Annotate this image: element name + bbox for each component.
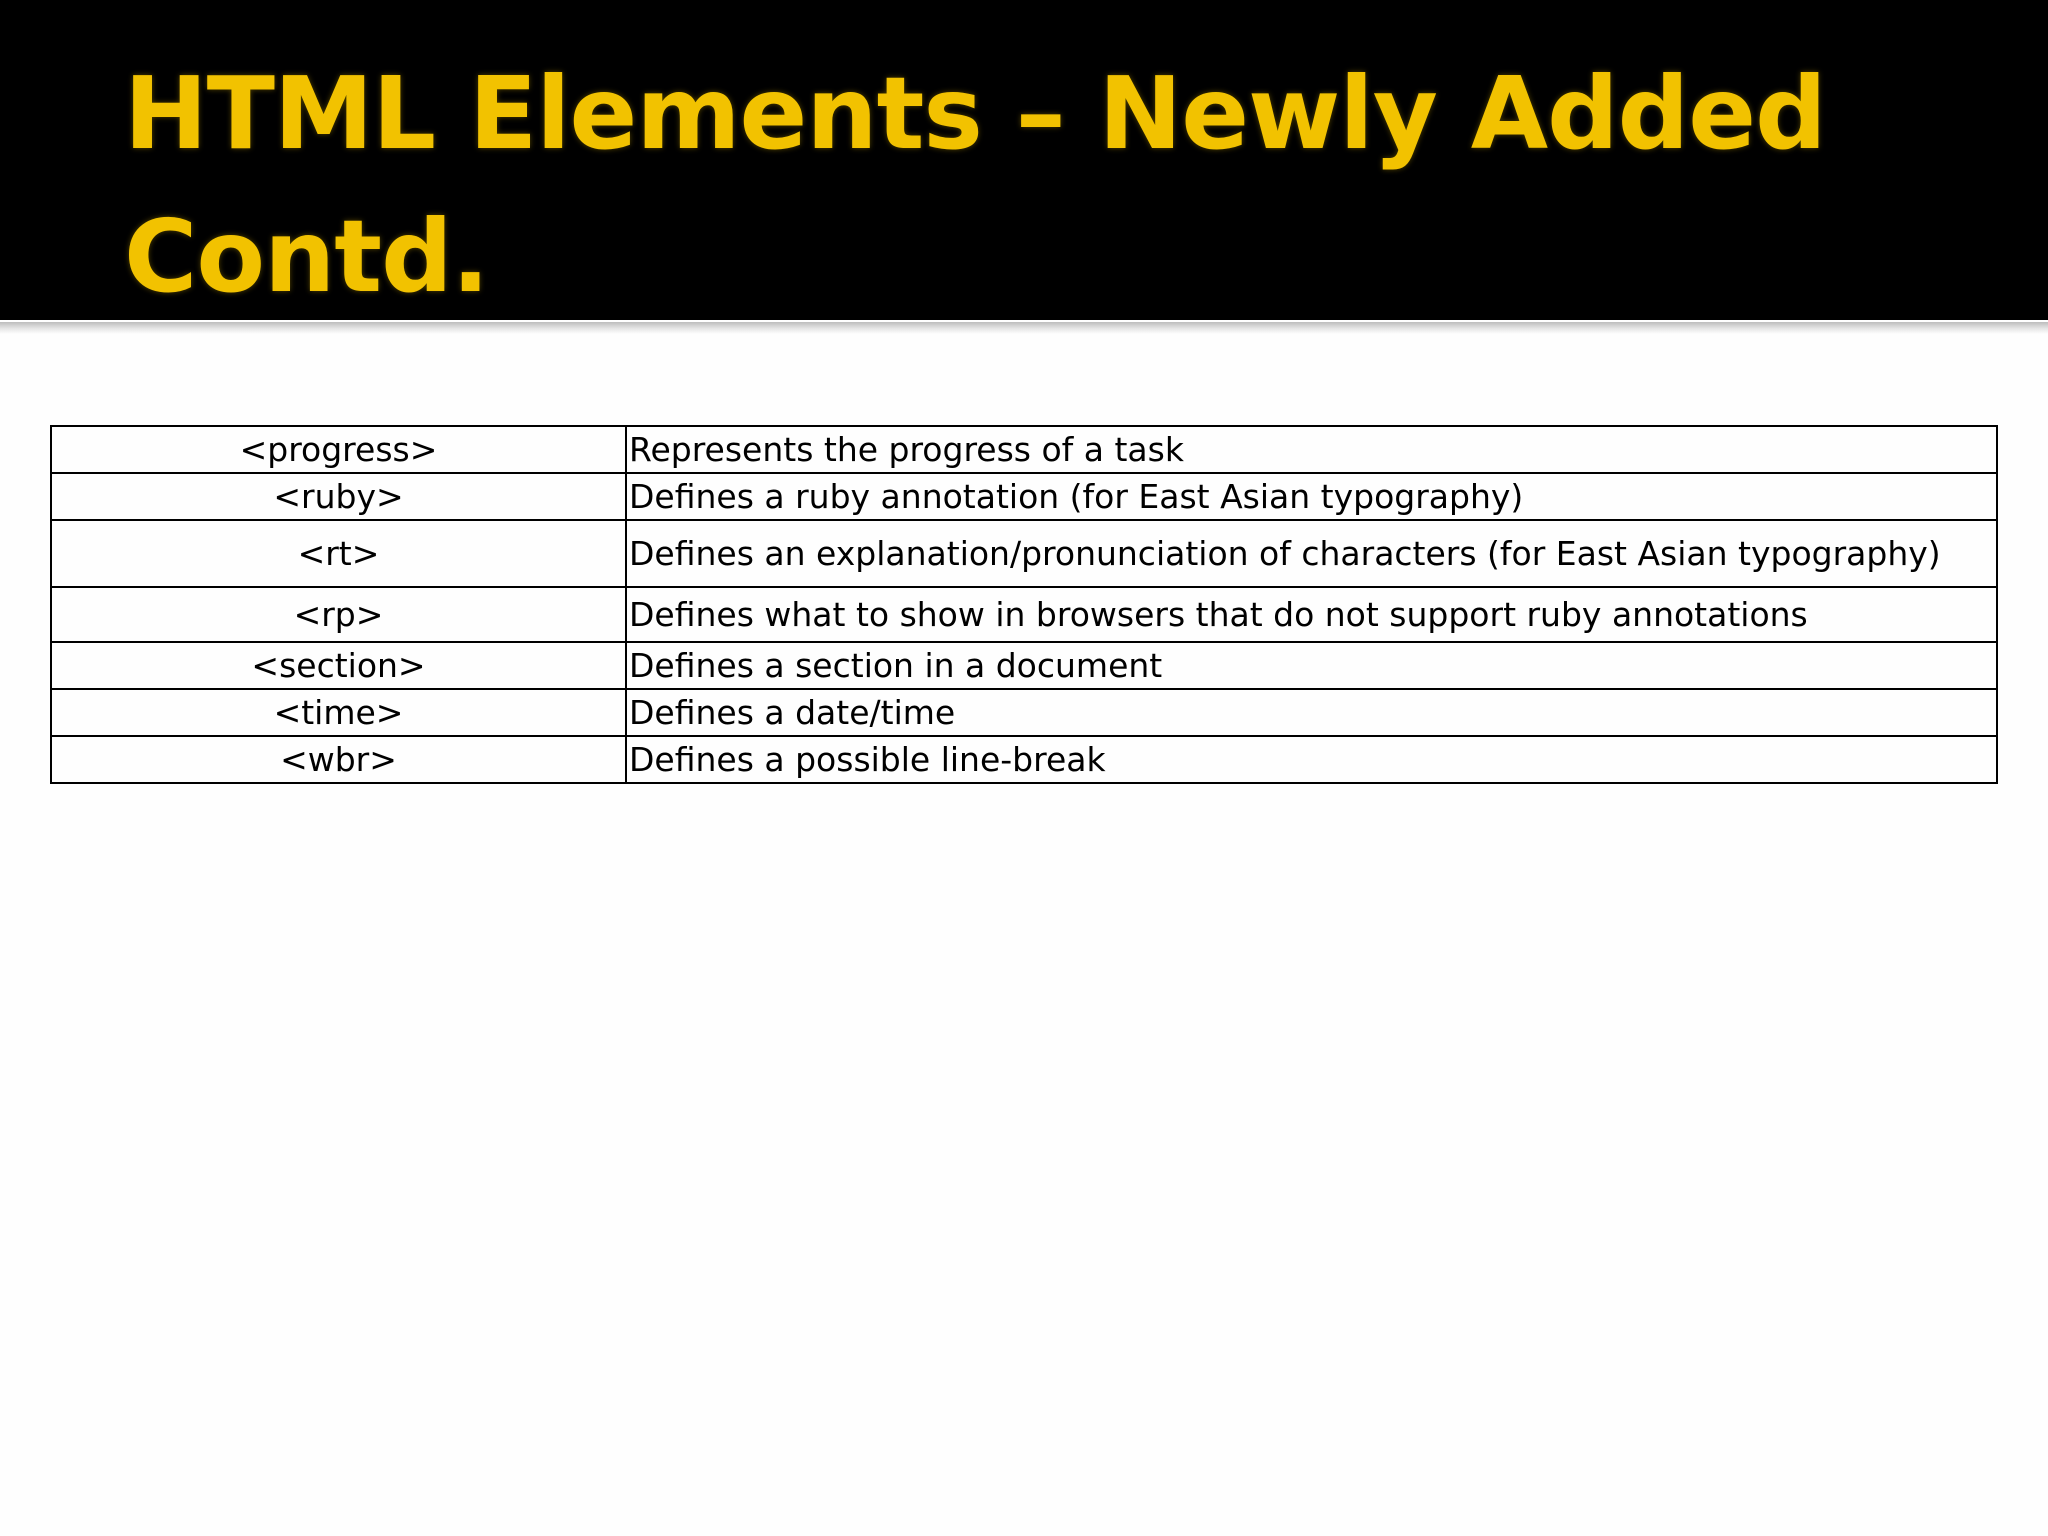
description-cell: Defines what to show in browsers that do not support ruby annotations <box>626 587 1997 642</box>
description-cell: Defines a ruby annotation (for East Asian typography) <box>626 473 1997 520</box>
tag-cell: <section> <box>51 642 626 689</box>
description-cell: Defines a date/time <box>626 689 1997 736</box>
table-row <box>51 689 1997 736</box>
title-band <box>0 0 2048 320</box>
tag-cell: <wbr> <box>51 736 626 783</box>
description-cell: Defines an explanation/pronunciation of characters (for East Asian typography) <box>626 520 1997 587</box>
table-row <box>51 587 1997 642</box>
title-divider <box>0 322 2048 334</box>
elements-table <box>50 425 1998 784</box>
slide-title: HTML Elements – Newly Added Contd. <box>124 55 1826 315</box>
description-cell: Defines a section in a document <box>626 642 1997 689</box>
tag-cell: <rt> <box>51 520 626 587</box>
description-cell: Represents the progress of a task <box>626 426 1997 473</box>
table-row <box>51 520 1997 587</box>
tag-cell: <ruby> <box>51 473 626 520</box>
tag-cell: <progress> <box>51 426 626 473</box>
table-row <box>51 736 1997 783</box>
tag-cell: <time> <box>51 689 626 736</box>
description-cell: Defines a possible line-break <box>626 736 1997 783</box>
table-row <box>51 473 1997 520</box>
table-row <box>51 426 1997 473</box>
table-row <box>51 642 1997 689</box>
tag-cell: <rp> <box>51 587 626 642</box>
